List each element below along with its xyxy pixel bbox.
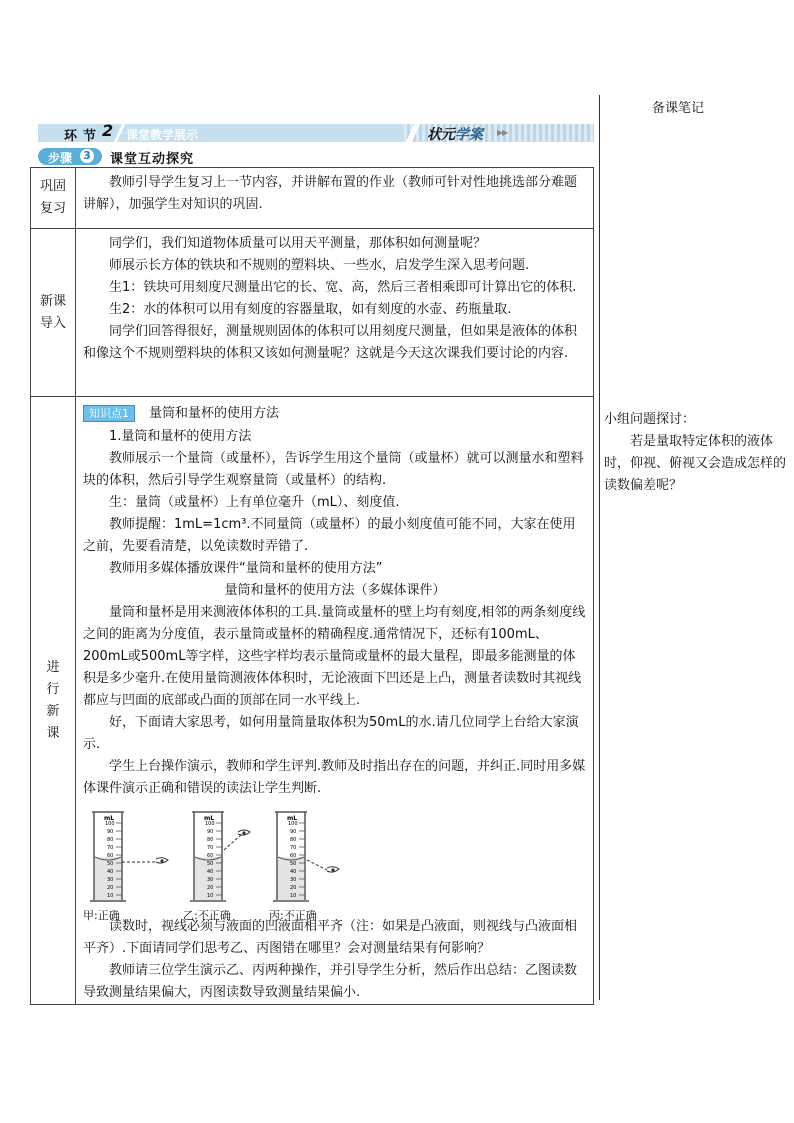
svg-text:10: 10 <box>107 893 114 899</box>
lesson-table <box>30 167 594 1005</box>
cylinder-look-up <box>271 808 351 906</box>
section-label: 环节 <box>64 129 103 144</box>
group-discussion-note <box>604 409 790 497</box>
courseware-caption: 量筒和量杯的使用方法（多媒体课件） <box>224 583 446 598</box>
svg-text:20: 20 <box>290 885 297 891</box>
svg-text:50: 50 <box>107 861 114 867</box>
row-label: 新课 导入 <box>31 229 76 397</box>
svg-text:20: 20 <box>207 885 214 891</box>
subheading: 1.量筒和量杯的使用方法 <box>109 429 252 444</box>
step-badge: 步骤 <box>38 148 102 165</box>
section-number: 2 <box>102 121 114 140</box>
row-label: 进 行 新 课 <box>31 397 76 1005</box>
caption-incorrect-c: 丙:不正确 <box>269 909 317 922</box>
svg-text:10: 10 <box>290 893 297 899</box>
brand-logo: 状元学案 <box>427 127 483 143</box>
row-content: 知识点1 量筒和量杯的使用方法 1.量筒和量杯的使用方法 教师展示一个量筒（或量杯），告诉学生用这个量筒（或量杯）就可以测量水和塑料块的体积，然后引导学生观察量筒（或量杯）的结构. 生：量筒（或量杯）上有单位毫升（mL）、刻度值. 教师提醒：1mL=1cm³.不同量筒（或量杯）的最小刻度值可能不同，大家在使用之前，先要看清楚，以免读数时弄错了. 教师用多媒体播放课件“量筒和量杯的使用方法” 量筒和量杯的使用方法（多媒体课件） 量筒和量杯是用来测液体体积的工具.量筒或量杯的壁上均有刻度,相邻的两条刻度线之间的距离为分度值，表示量筒或量杯的精确程度.通常情况下，还标有100mL、200mL或500mL等字样，这些字样均表示量筒或量杯的最大量程，即最多能测量的体积是多少毫升.在使用量筒测液体体积时，无论液面下凹还是上凸，测量者读数时其视线都应与凹面的底部或凸面的顶部在同一水平线上. 好，下面请大家思考，如何用量筒量取体积为50mL的水.请几位同学上台给大家演示. 学生上台操作演示，教师和学生评判.教师及时指出存在的问题，并纠正.同时用多媒体课件演示正确和错误的读法让学生判断. mL 100 90 80 70 60 50 40 30 20 10 mL 100 90 80 70 60 50 40 30 20 10 mL 100 90 80 70 60 50 40 30 20 10 甲:正确 乙:不正确 丙:不正确 读数时，视线必须与液面的凹液面相平齐（注：如果是凸液面，则视线与凸液面相平齐）.下面请同学们思考乙、丙图错在哪里？会对测量结果有何影响？ 教师请三位学生演示乙、丙两种操作，并引导学生分析，然后作出总结：乙图读数导致测量结果偏大，丙图读数导致测量结果偏小. <box>76 397 594 1005</box>
svg-text:90: 90 <box>107 829 114 835</box>
svg-text:10: 10 <box>207 893 214 899</box>
double-arrow-icon: ▶▶ <box>497 128 508 137</box>
caption-incorrect-b: 乙:不正确 <box>183 909 231 922</box>
caption-correct: 甲:正确 <box>83 909 120 922</box>
svg-text:100: 100 <box>105 821 115 827</box>
svg-text:70: 70 <box>107 845 114 851</box>
svg-text:100: 100 <box>205 821 215 827</box>
row-content: 同学们，我们知道物体质量可以用天平测量，那体积如何测量呢？ 师展示长方体的铁块和不规则的塑料块、一些水，启发学生深入思考问题. 生1：铁块可用刻度尺测量出它的长、宽、高，然后三者相乘即可计算出它的体积. 生2：水的体积可以用有刻度的容器量取，如有刻度的水壶、药瓶量取. 同学们回答得很好，测量规则固体的体积可以用刻度尺测量，但如果是液体的体积和像这个不规则塑料块的体积又该如何测量呢？这就是今天这次课我们要讨论的内容. <box>76 229 594 397</box>
row-content: 教师引导学生复习上一节内容，并讲解布置的作业（教师可针对性地挑选部分难题讲解），加强学生对知识的巩固. <box>76 168 594 229</box>
svg-text:60: 60 <box>207 853 214 859</box>
table-row <box>31 229 594 397</box>
svg-text:60: 60 <box>107 853 114 859</box>
svg-text:mL: mL <box>287 815 298 822</box>
svg-text:80: 80 <box>290 837 297 843</box>
svg-text:100: 100 <box>288 821 298 827</box>
svg-text:80: 80 <box>107 837 114 843</box>
row-label: 巩固 复习 <box>31 168 76 229</box>
step-number: 3 <box>80 149 94 163</box>
svg-text:20: 20 <box>107 885 114 891</box>
cylinder-look-down <box>188 808 258 906</box>
note-heading: 小组问题探讨： <box>604 412 696 427</box>
step-title: 课堂互动探究 <box>110 152 195 167</box>
svg-text:70: 70 <box>207 845 214 851</box>
knowledge-point-title: 量筒和量杯的使用方法 <box>149 406 280 421</box>
svg-text:40: 40 <box>207 869 214 875</box>
svg-text:50: 50 <box>290 861 297 867</box>
svg-text:50: 50 <box>207 861 214 867</box>
svg-text:70: 70 <box>290 845 297 851</box>
notes-title: 备课笔记 <box>652 101 705 116</box>
svg-text:30: 30 <box>290 877 297 883</box>
svg-text:30: 30 <box>207 877 214 883</box>
svg-text:40: 40 <box>107 869 114 875</box>
cylinder-reading-figure <box>83 808 587 922</box>
note-question: 若是量取特定体积的液体时，仰视、俯视又会造成怎样的读数偏差呢？ <box>604 434 787 493</box>
svg-text:40: 40 <box>290 869 297 875</box>
svg-text:60: 60 <box>290 853 297 859</box>
margin-divider <box>599 95 600 1000</box>
knowledge-point-tag: 知识点1 <box>83 405 135 422</box>
svg-text:mL: mL <box>204 815 215 822</box>
cylinder-correct <box>88 808 172 906</box>
svg-text:80: 80 <box>207 837 214 843</box>
svg-text:90: 90 <box>290 829 297 835</box>
table-row <box>31 397 594 1005</box>
section-title: 课堂教学展示 <box>126 128 199 142</box>
table-row <box>31 168 594 229</box>
svg-text:mL: mL <box>104 815 115 822</box>
svg-text:30: 30 <box>107 877 114 883</box>
svg-text:90: 90 <box>207 829 214 835</box>
